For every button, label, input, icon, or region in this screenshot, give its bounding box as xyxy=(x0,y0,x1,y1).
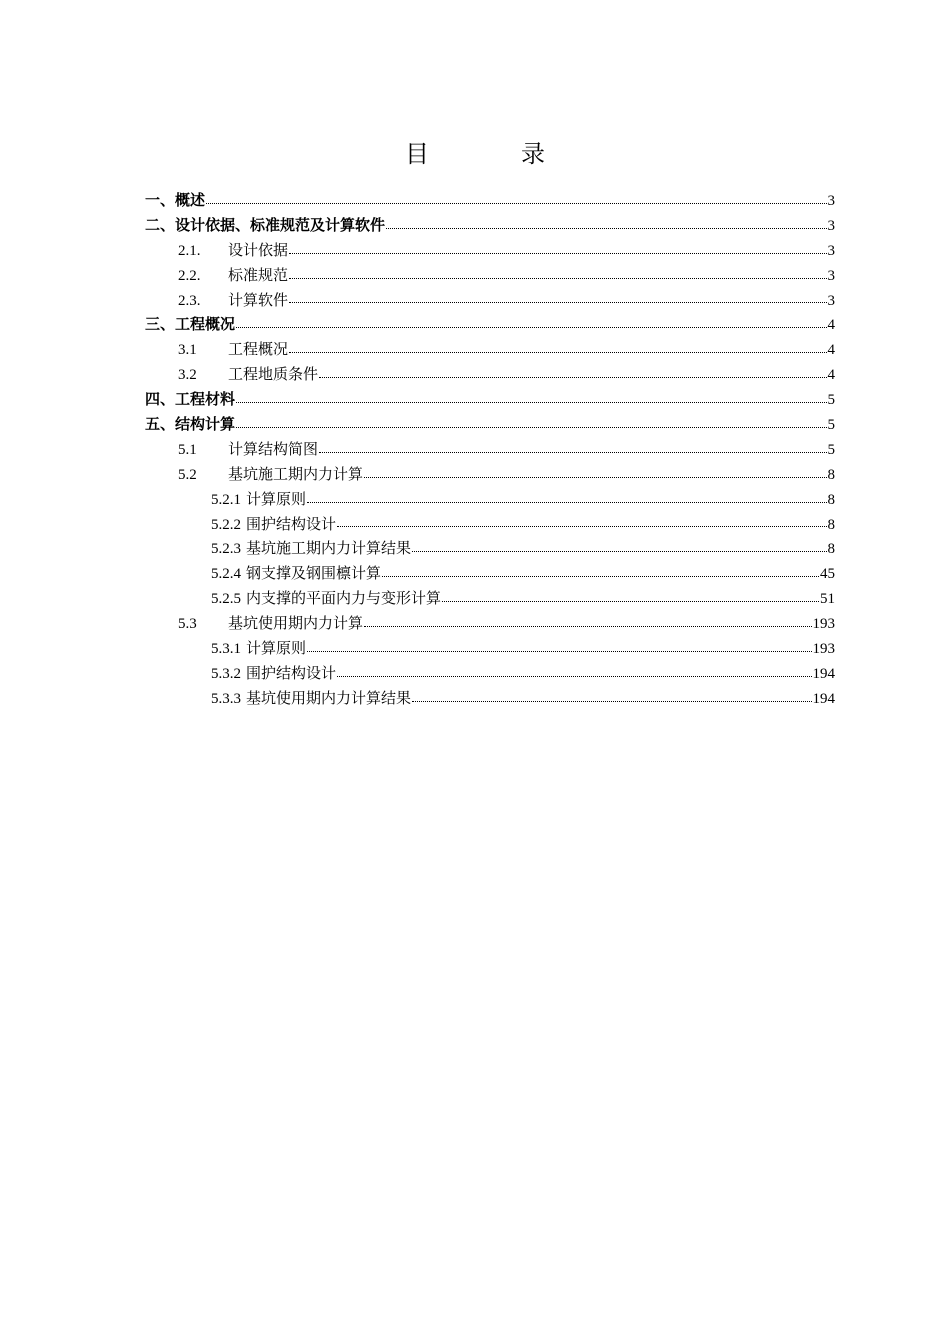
toc-entry-text: 四、工程材料 xyxy=(145,392,236,409)
toc-entry[interactable] xyxy=(145,612,835,637)
toc-entry[interactable] xyxy=(145,438,835,463)
toc-page-number: 194 xyxy=(812,665,835,682)
toc-entry-text: 五、结构计算 xyxy=(145,417,236,434)
toc-dot-leader xyxy=(442,600,819,602)
toc-entry-number: 2.3. xyxy=(178,292,201,309)
toc-entry-number: 5.2.2 xyxy=(211,516,241,533)
toc-dot-leader xyxy=(382,575,819,577)
toc-entry-text: 标准规范 xyxy=(228,267,289,284)
toc-entry-number: 3.2 xyxy=(178,367,197,384)
toc-page-number: 3 xyxy=(827,292,835,309)
toc-entry[interactable] xyxy=(145,513,835,538)
toc-entry[interactable] xyxy=(145,313,835,338)
toc-page-number: 3 xyxy=(827,193,835,209)
toc-page-number: 5 xyxy=(827,392,835,409)
toc-page-number: 4 xyxy=(827,367,835,384)
toc-entry[interactable] xyxy=(145,363,835,388)
toc-entry-text: 三、工程概况 xyxy=(145,317,236,334)
toc-entry-text: 计算原则 xyxy=(246,641,307,658)
toc-entry[interactable] xyxy=(145,537,835,562)
toc-dot-leader xyxy=(337,525,826,527)
toc-entry-text: 基坑施工期内力计算 xyxy=(228,466,364,483)
toc-entry-text: 工程概况 xyxy=(228,342,289,359)
toc-dot-leader xyxy=(337,675,811,677)
toc-page-number: 194 xyxy=(812,690,835,707)
toc-page-number: 51 xyxy=(820,591,835,608)
toc-page-number: 3 xyxy=(827,217,835,234)
toc-entry-number: 5.3.1 xyxy=(211,641,241,658)
toc-entry-text: 设计依据 xyxy=(228,242,289,259)
toc-dot-leader xyxy=(236,326,826,328)
toc-entry-number: 3.1 xyxy=(178,342,197,359)
toc-entry-number: 2.2. xyxy=(178,267,201,284)
toc-entry-text: 基坑使用期内力计算 xyxy=(228,616,364,633)
toc-entry-text: 基坑使用期内力计算结果 xyxy=(246,690,412,707)
toc-dot-leader xyxy=(307,650,811,652)
toc-page-number: 8 xyxy=(827,516,835,533)
toc-page-number: 8 xyxy=(827,541,835,558)
toc-dot-leader xyxy=(289,351,826,353)
toc-entry-number: 5.2.5 xyxy=(211,591,241,608)
toc-entry[interactable] xyxy=(145,289,835,314)
toc-entry[interactable] xyxy=(145,488,835,513)
toc-title: 目 录 xyxy=(405,142,579,168)
toc-page-number: 5 xyxy=(827,417,835,434)
toc-entry[interactable] xyxy=(145,338,835,363)
toc-entry-text: 工程地质条件 xyxy=(228,367,319,384)
toc-page-number: 45 xyxy=(820,566,835,583)
toc-entry[interactable] xyxy=(145,562,835,587)
toc-entry[interactable] xyxy=(145,637,835,662)
toc-entry-text: 计算软件 xyxy=(228,292,289,309)
toc-page-number: 4 xyxy=(827,342,835,359)
toc-dot-leader xyxy=(319,376,826,378)
toc-entry[interactable] xyxy=(145,413,835,438)
toc-entry-number: 5.2.4 xyxy=(211,566,241,583)
toc-entry-number: 5.3 xyxy=(178,616,197,633)
toc-page-number: 3 xyxy=(827,267,835,284)
toc-entry-number: 2.1. xyxy=(178,242,201,259)
toc-entry-number: 5.2 xyxy=(178,466,197,483)
toc-dot-leader xyxy=(364,625,811,627)
toc-entry[interactable] xyxy=(145,239,835,264)
toc-page-number: 193 xyxy=(812,616,835,633)
toc-entry-text: 一、概述 xyxy=(145,193,206,209)
toc-page-number: 4 xyxy=(827,317,835,334)
toc-entry[interactable] xyxy=(145,687,835,712)
toc-entry-number: 5.3.3 xyxy=(211,690,241,707)
toc-dot-leader xyxy=(289,277,826,279)
toc-entry-text: 计算原则 xyxy=(246,491,307,508)
toc-dot-leader xyxy=(364,476,826,478)
toc-entry-text: 计算结构简图 xyxy=(228,441,319,458)
toc-dot-leader xyxy=(289,301,826,303)
toc-page-number: 8 xyxy=(827,466,835,483)
toc-dot-leader xyxy=(236,401,826,403)
toc-dot-leader xyxy=(319,451,826,453)
toc-entry[interactable] xyxy=(145,214,835,239)
toc-dot-leader xyxy=(206,202,826,204)
table-of-contents xyxy=(145,189,835,712)
toc-entry-number: 5.3.2 xyxy=(211,665,241,682)
toc-entry[interactable] xyxy=(145,388,835,413)
toc-entry[interactable] xyxy=(145,587,835,612)
toc-entry[interactable] xyxy=(145,662,835,687)
toc-entry-text: 围护结构设计 xyxy=(246,665,337,682)
toc-entry-number: 5.2.1 xyxy=(211,491,241,508)
toc-page-number: 193 xyxy=(812,641,835,658)
toc-page-number: 3 xyxy=(827,242,835,259)
toc-entry[interactable] xyxy=(145,264,835,289)
toc-entry[interactable] xyxy=(145,189,835,214)
toc-entry-text: 二、设计依据、标准规范及计算软件 xyxy=(145,217,386,234)
toc-page-number: 8 xyxy=(827,491,835,508)
toc-dot-leader xyxy=(412,550,826,552)
toc-dot-leader xyxy=(386,227,826,229)
toc-entry[interactable] xyxy=(145,463,835,488)
toc-entry-text: 围护结构设计 xyxy=(246,516,337,533)
toc-dot-leader xyxy=(289,252,826,254)
toc-dot-leader xyxy=(307,501,826,503)
toc-dot-leader xyxy=(412,700,811,702)
toc-entry-text: 钢支撑及钢围檩计算 xyxy=(246,566,382,583)
toc-entry-number: 5.1 xyxy=(178,441,197,458)
toc-entry-number: 5.2.3 xyxy=(211,541,241,558)
toc-entry-text: 内支撑的平面内力与变形计算 xyxy=(246,591,442,608)
toc-dot-leader xyxy=(236,426,826,428)
toc-entry-text: 基坑施工期内力计算结果 xyxy=(246,541,412,558)
toc-page-number: 5 xyxy=(827,441,835,458)
